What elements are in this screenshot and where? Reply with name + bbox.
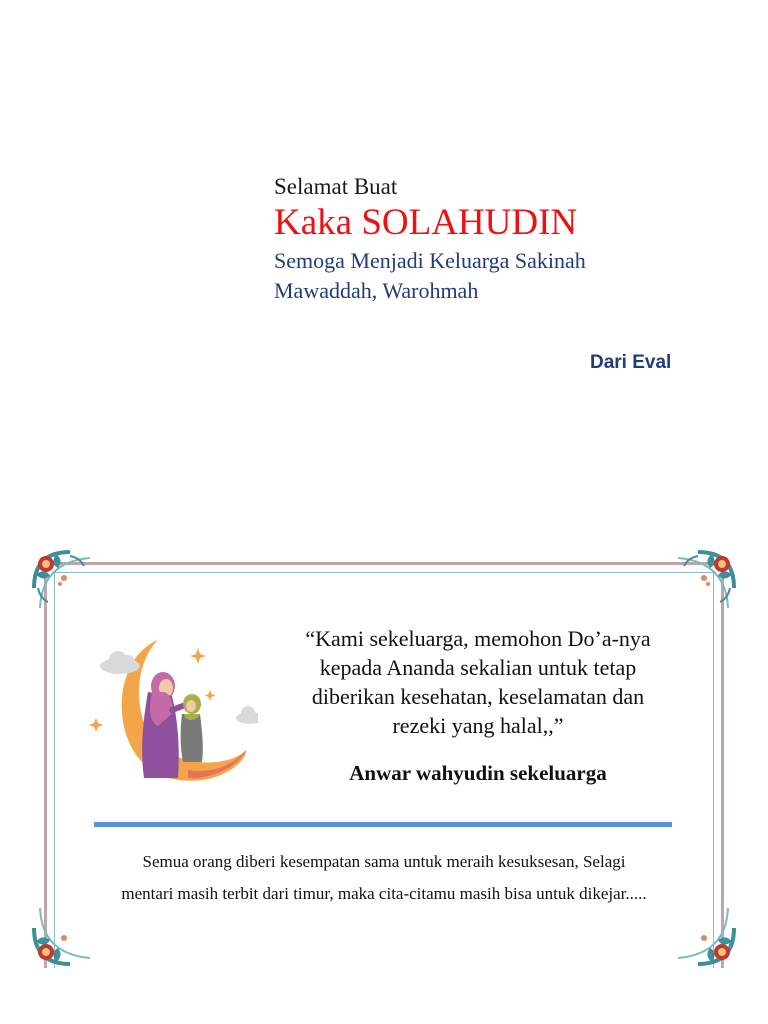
motto-text	[68, 846, 700, 910]
prayer-text	[278, 624, 678, 740]
ornament-corner-icon	[668, 548, 738, 618]
prayer-line-3: diberikan kesehatan, keselamatan dan	[311, 684, 645, 709]
motto-line-1: Semua orang diberi kesempatan sama untuk meraih kesuksesan, Selagi	[142, 852, 626, 871]
prayer-line-2: kepada Ananda sekalian untuk tetap	[319, 655, 637, 680]
prayer-line-1: “Kami sekeluarga, memohon Do’a-nya	[305, 626, 651, 651]
family-signature: Anwar wahyudin sekeluarga	[349, 761, 607, 785]
greeting-card	[30, 548, 738, 968]
ornament-corner-icon	[30, 548, 100, 618]
recipient-name: Kaka SOLAHUDIN	[274, 202, 578, 243]
wish-line-1: Semoga Menjadi Keluarga Sakinah	[274, 248, 586, 273]
divider-line	[94, 822, 672, 827]
motto-line-2: mentari masih terbit dari timur, maka cita-citamu masih bisa untuk dikejar.....	[121, 884, 647, 903]
greeting-block	[274, 172, 714, 306]
prayer-line-4: rezeki yang halal,,”	[392, 713, 564, 738]
sender-name: Dari Eval	[590, 352, 672, 373]
greeting-label: Selamat Buat	[274, 174, 398, 199]
mother-child-moon-icon	[88, 630, 258, 788]
wish-line-2: Mawaddah, Warohmah	[274, 278, 479, 303]
